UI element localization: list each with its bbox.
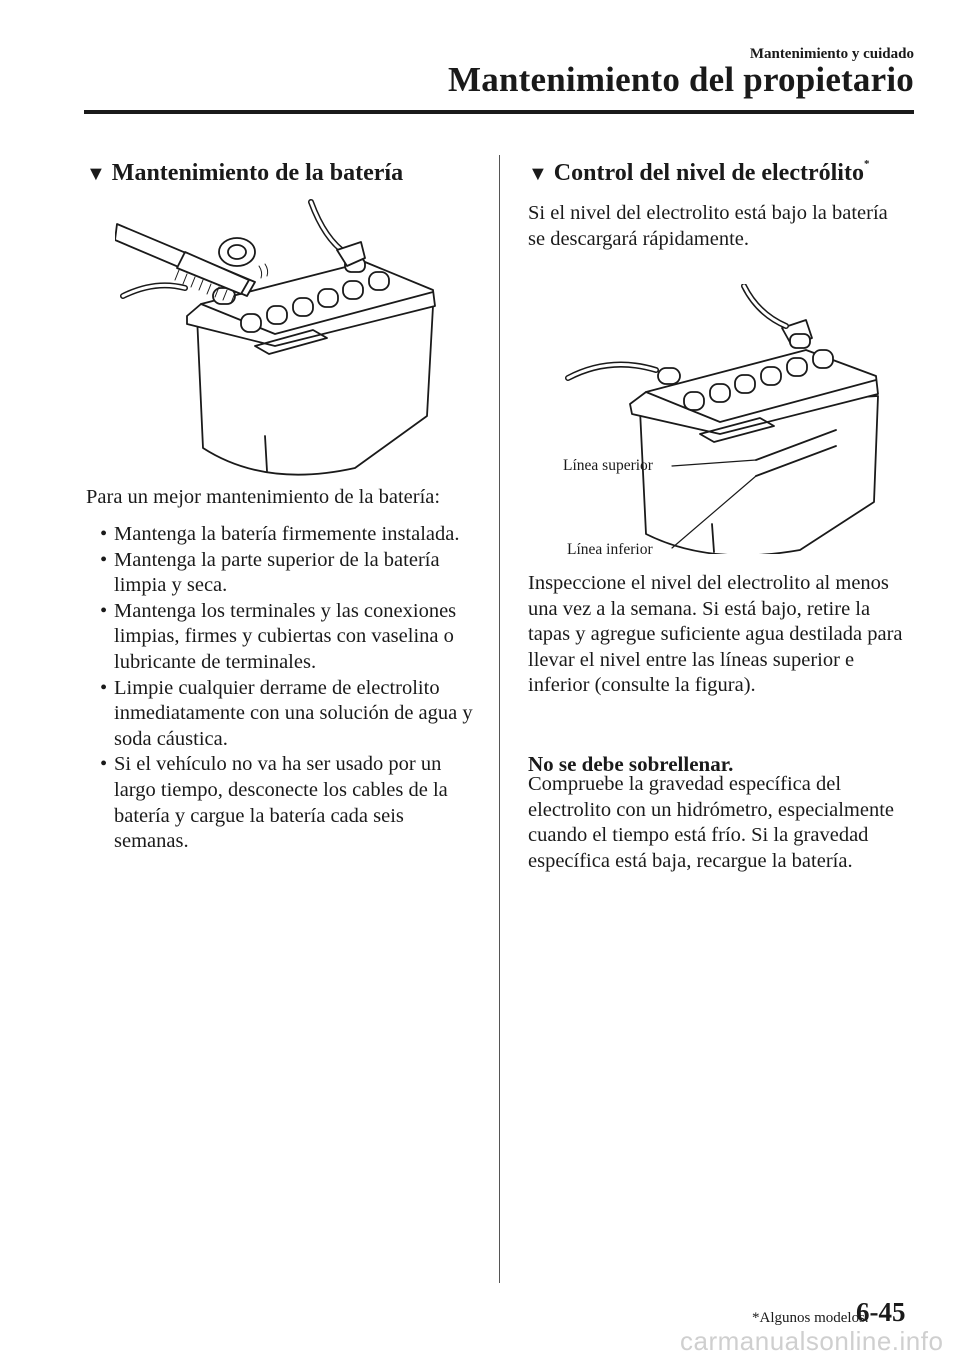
list-item: • Mantenga la parte superior de la batería limpia y seca. (100, 548, 440, 597)
section-title: Mantenimiento y cuidado (749, 46, 914, 62)
electrolyte-intro: Si el nivel del electrolito está bajo la batería se descargará rápidamente. (528, 202, 888, 250)
list-item: • Mantenga los terminales y las conexiones limpias, firmes y cubiertas con vaselina o lubricante de terminales. (100, 599, 457, 673)
no-overfill-warning: No se debe sobrellenar. (528, 752, 734, 776)
electrolyte-level-heading (528, 160, 869, 187)
upper-line-label: Línea superior (563, 457, 653, 474)
footnote: *Algunos modelos. (752, 1310, 869, 1326)
battery-maintenance-list (100, 522, 480, 855)
electrolyte-inspection-paragraph: Inspeccione el nivel del electrolito al menos una vez a la semana. Si está bajo, retire la tapas y agregue suficiente agua destilada para llevar el nivel entre las líneas superior e inferior (consulte la figura). (528, 572, 903, 697)
page-number: 6-45 (856, 1297, 906, 1327)
battery-electrolyte-level-illustration (560, 284, 890, 554)
list-item: • Limpie cualquier derrame de electrolito inmediatamente con una solución de agua y soda cáustica. (100, 676, 473, 750)
chapter-title: Mantenimiento del propietario (448, 60, 914, 99)
battery-cleaning-brush-illustration (115, 196, 445, 476)
heading-triangle-icon: ▼ (86, 163, 106, 185)
battery-maintenance-heading (86, 160, 403, 187)
list-item: • Mantenga la batería firmemente instalada. (100, 523, 460, 545)
footnote-mark: * (863, 158, 870, 170)
header-rule (84, 110, 914, 114)
electrolyte-level-heading-text: Control del nivel de electrólito (553, 160, 864, 186)
list-item: • Si el vehículo no va ha ser usado por un largo tiempo, desconecte los cables de la batería y cargue la batería cada seis semanas. (100, 753, 448, 853)
heading-triangle-icon: ▼ (528, 163, 548, 185)
battery-maintenance-heading-text: Mantenimiento de la batería (111, 160, 404, 186)
column-divider (499, 155, 500, 1283)
specific-gravity-paragraph: Compruebe la gravedad específica del electrolito con un hidrómetro, especialmente cuando el tiempo está frío. Si la gravedad específica está baja, recargue la batería. (528, 773, 895, 872)
battery-maintenance-intro: Para un mejor mantenimiento de la batería: (86, 486, 441, 508)
lower-line-label: Línea inferior (567, 541, 653, 558)
watermark: carmanualsonline.info (680, 1326, 944, 1356)
